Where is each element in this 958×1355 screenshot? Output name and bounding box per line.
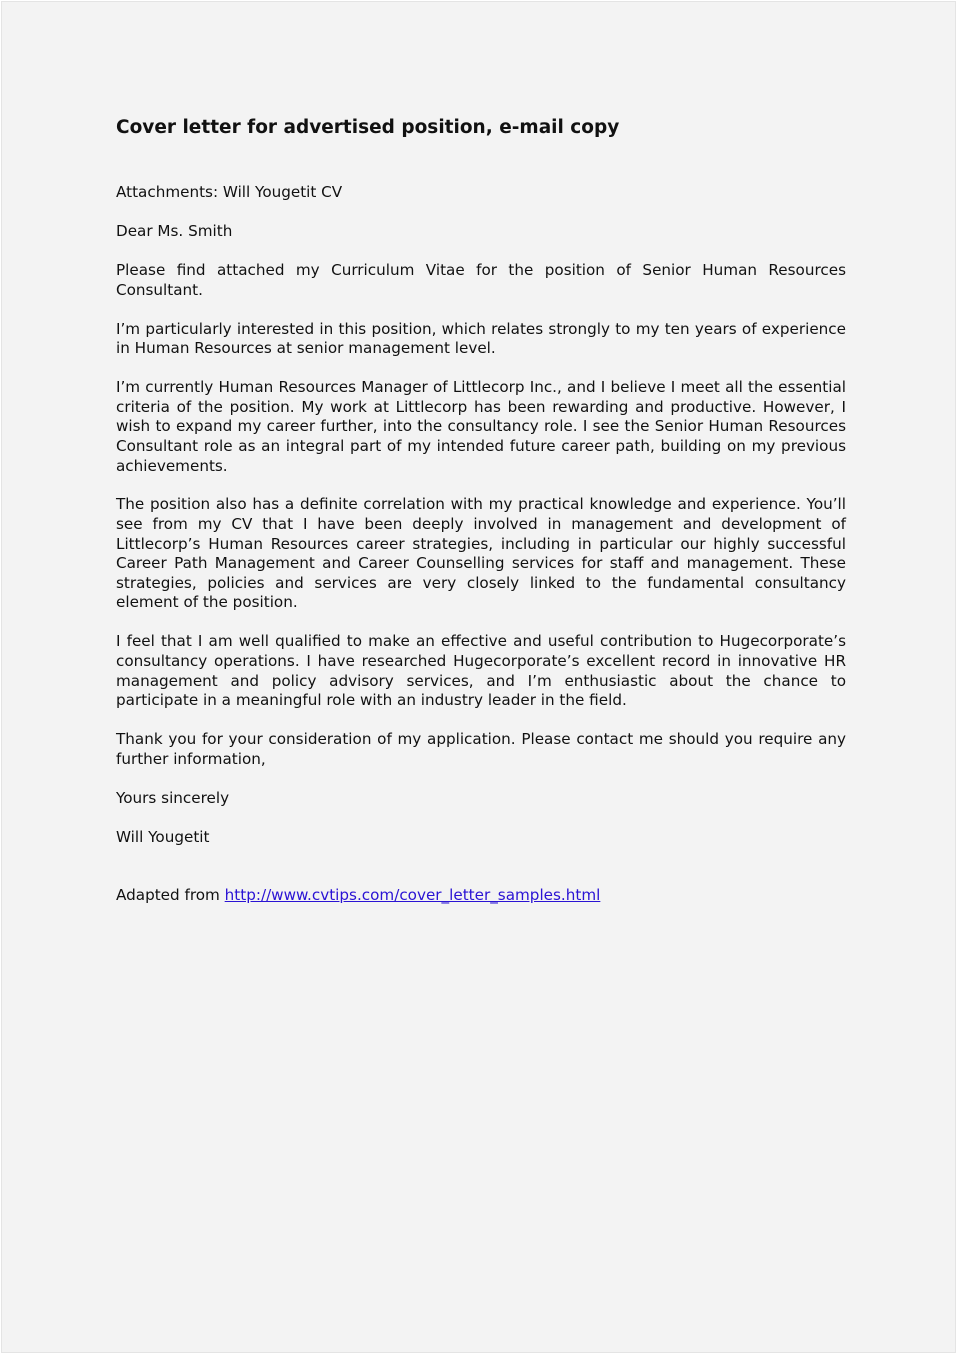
letter-title: Cover letter for advertised position, e-mail copy xyxy=(116,117,620,138)
source-link[interactable]: http://www.cvtips.com/cover_letter_samples.html xyxy=(224,886,601,905)
paragraph-intro: Please find attached my Curriculum Vitae for the position of Senior Human Resources Consultant. xyxy=(116,260,846,299)
document-page xyxy=(1,1,956,1353)
source-attribution xyxy=(116,886,846,906)
source-prefix: Adapted from xyxy=(116,886,225,905)
attachments-line: Attachments: Will Yougetit CV xyxy=(116,183,343,201)
letter-content xyxy=(116,116,846,921)
closing: Yours sincerely xyxy=(116,788,230,807)
salutation: Dear Ms. Smith xyxy=(116,221,233,240)
paragraph-current-role: I’m currently Human Resources Manager of Littlecorp Inc., and I believe I meet all the essential criteria of the position. My work at Littlecorp has been rewarding and productive. However, I wish to expand my career further, into the consultancy role. I see the Senior Human Resources Consultant role as an integral part of my intended future career path, building on my previous achievements. xyxy=(116,378,846,475)
paragraph-interest: I’m particularly interested in this position, which relates strongly to my ten years of experience in Human Resources at senior management level. xyxy=(116,319,846,358)
paragraph-thanks: Thank you for your consideration of my application. Please contact me should you require any further information, xyxy=(116,730,846,768)
signature: Will Yougetit xyxy=(116,827,210,846)
paragraph-qualification: I feel that I am well qualified to make an effective and useful contribution to Hugecorporate’s consultancy operations. I have researched Hugecorporate’s excellent record in innovative HR management and policy advisory services, and I’m enthusiastic about the chance to participate in a meaningful role with an industry leader in the field. xyxy=(116,632,846,710)
paragraph-experience: The position also has a definite correlation with my practical knowledge and experience. You’ll see from my CV that I have been deeply involved in management and development of Littlecorp’s Human Resources career strategies, including in particular our highly successful Career Path Management and Career Counselling services for staff and management. These strategies, policies and services are very closely linked to the fundamental consultancy element of the position. xyxy=(116,495,846,612)
